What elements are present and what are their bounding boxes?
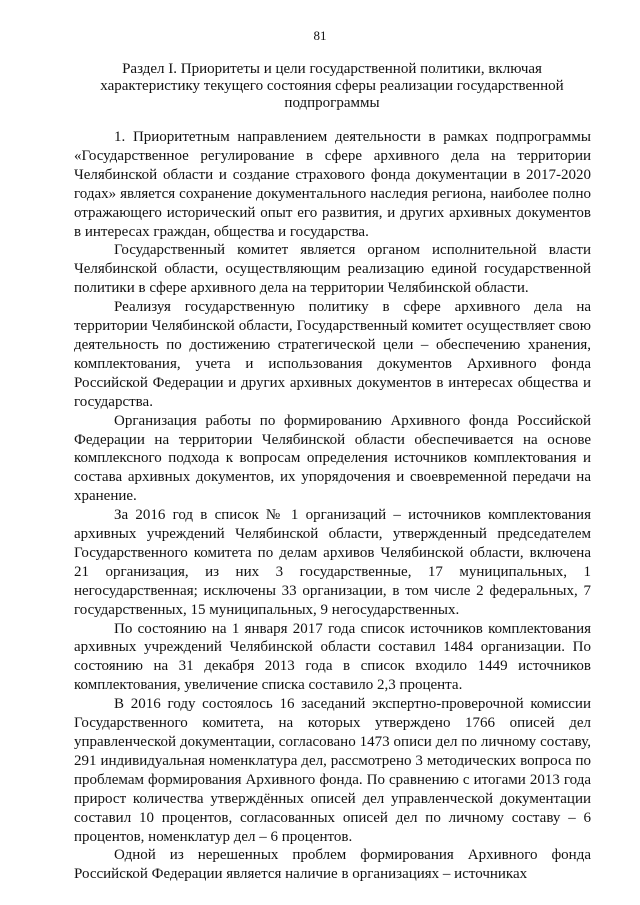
- paragraph-2: Государственный комитет является органом исполнительной власти Челябинской области, осуществляющим реализацию единой государственной политики в сфере архивного дела на территории Челябинской области.: [74, 242, 591, 297]
- section-title: Раздел I. Приоритеты и цели государственной политики, включая характеристику текущего состояния сферы реализации государственной подпрограммы: [100, 61, 564, 111]
- paragraph-6: По состоянию на 1 января 2017 года список источников комплектования архивных учреждений Челябинской области составил 1484 организации. По состоянию на 31 декабря 2013 года в список входило 1449 источников комплектования, увеличение списка составило 2,3 процента.: [74, 620, 591, 694]
- paragraph-8: Одной из нерешенных проблем формирования Архивного фонда Российской Федерации является наличие в организациях – источниках: [74, 847, 591, 883]
- paragraph-4: Организация работы по формированию Архивного фонда Российской Федерации на территории Челябинской области обеспечивается на основе комплексного подхода к вопросам определения источников комплектования и состава архивных документов, их упорядочения и своевременной передачи на хранение.: [74, 412, 591, 505]
- paragraph-3: Реализуя государственную политику в сфере архивного дела на территории Челябинской области, Государственный комитет осуществляет свою деятельность по достижению стратегической цели – обеспечению хранения, комплектования, учета и использования документов Архивного фонда Российской Федерации и других архивных документов в интересах общества и государства.: [74, 299, 591, 410]
- paragraph-7: В 2016 году состоялось 16 заседаний экспертно-проверочной комиссии Государственного комитета, на которых утверждено 1766 описей дел управленческой документации, согласовано 1473 описи дел по личному составу, 291 индивидуальная номенклатура дел, рассмотрено 3 методических вопроса по проблемам формирования Архивного фонда. По сравнению с итогами 2013 года прирост количества утверждённых описей дел управленческой документации составил 10 процентов, согласованных описей дел по личному составу – 6 процентов, номенклатур дел – 6 процентов.: [74, 696, 591, 845]
- paragraph-5: За 2016 год в список № 1 организаций – источников комплектования архивных учреждений Челябинской области, утвержденный председателем Государственного комитета по делам архивов Челябинской области, включена 21 организация, из них 3 государственные, 17 муниципальных, 1 негосударственная; исключены 33 организации, в том числе 2 федеральных, 7 государственных, 15 муниципальных, 9 негосударственных.: [74, 507, 591, 618]
- body-text: [74, 128, 591, 884]
- paragraph-1: 1. Приоритетным направлением деятельности в рамках подпрограммы «Государственное регулирование в сфере архивного дела на территории Челябинской области и создание страхового фонда документации в 2017-2020 годах» является сохранение документального наследия региона, наиболее полно отражающего исторический опыт его развития, и других архивных документов в интересах граждан, общества и государства.: [74, 129, 591, 240]
- page-number: 81: [313, 28, 327, 43]
